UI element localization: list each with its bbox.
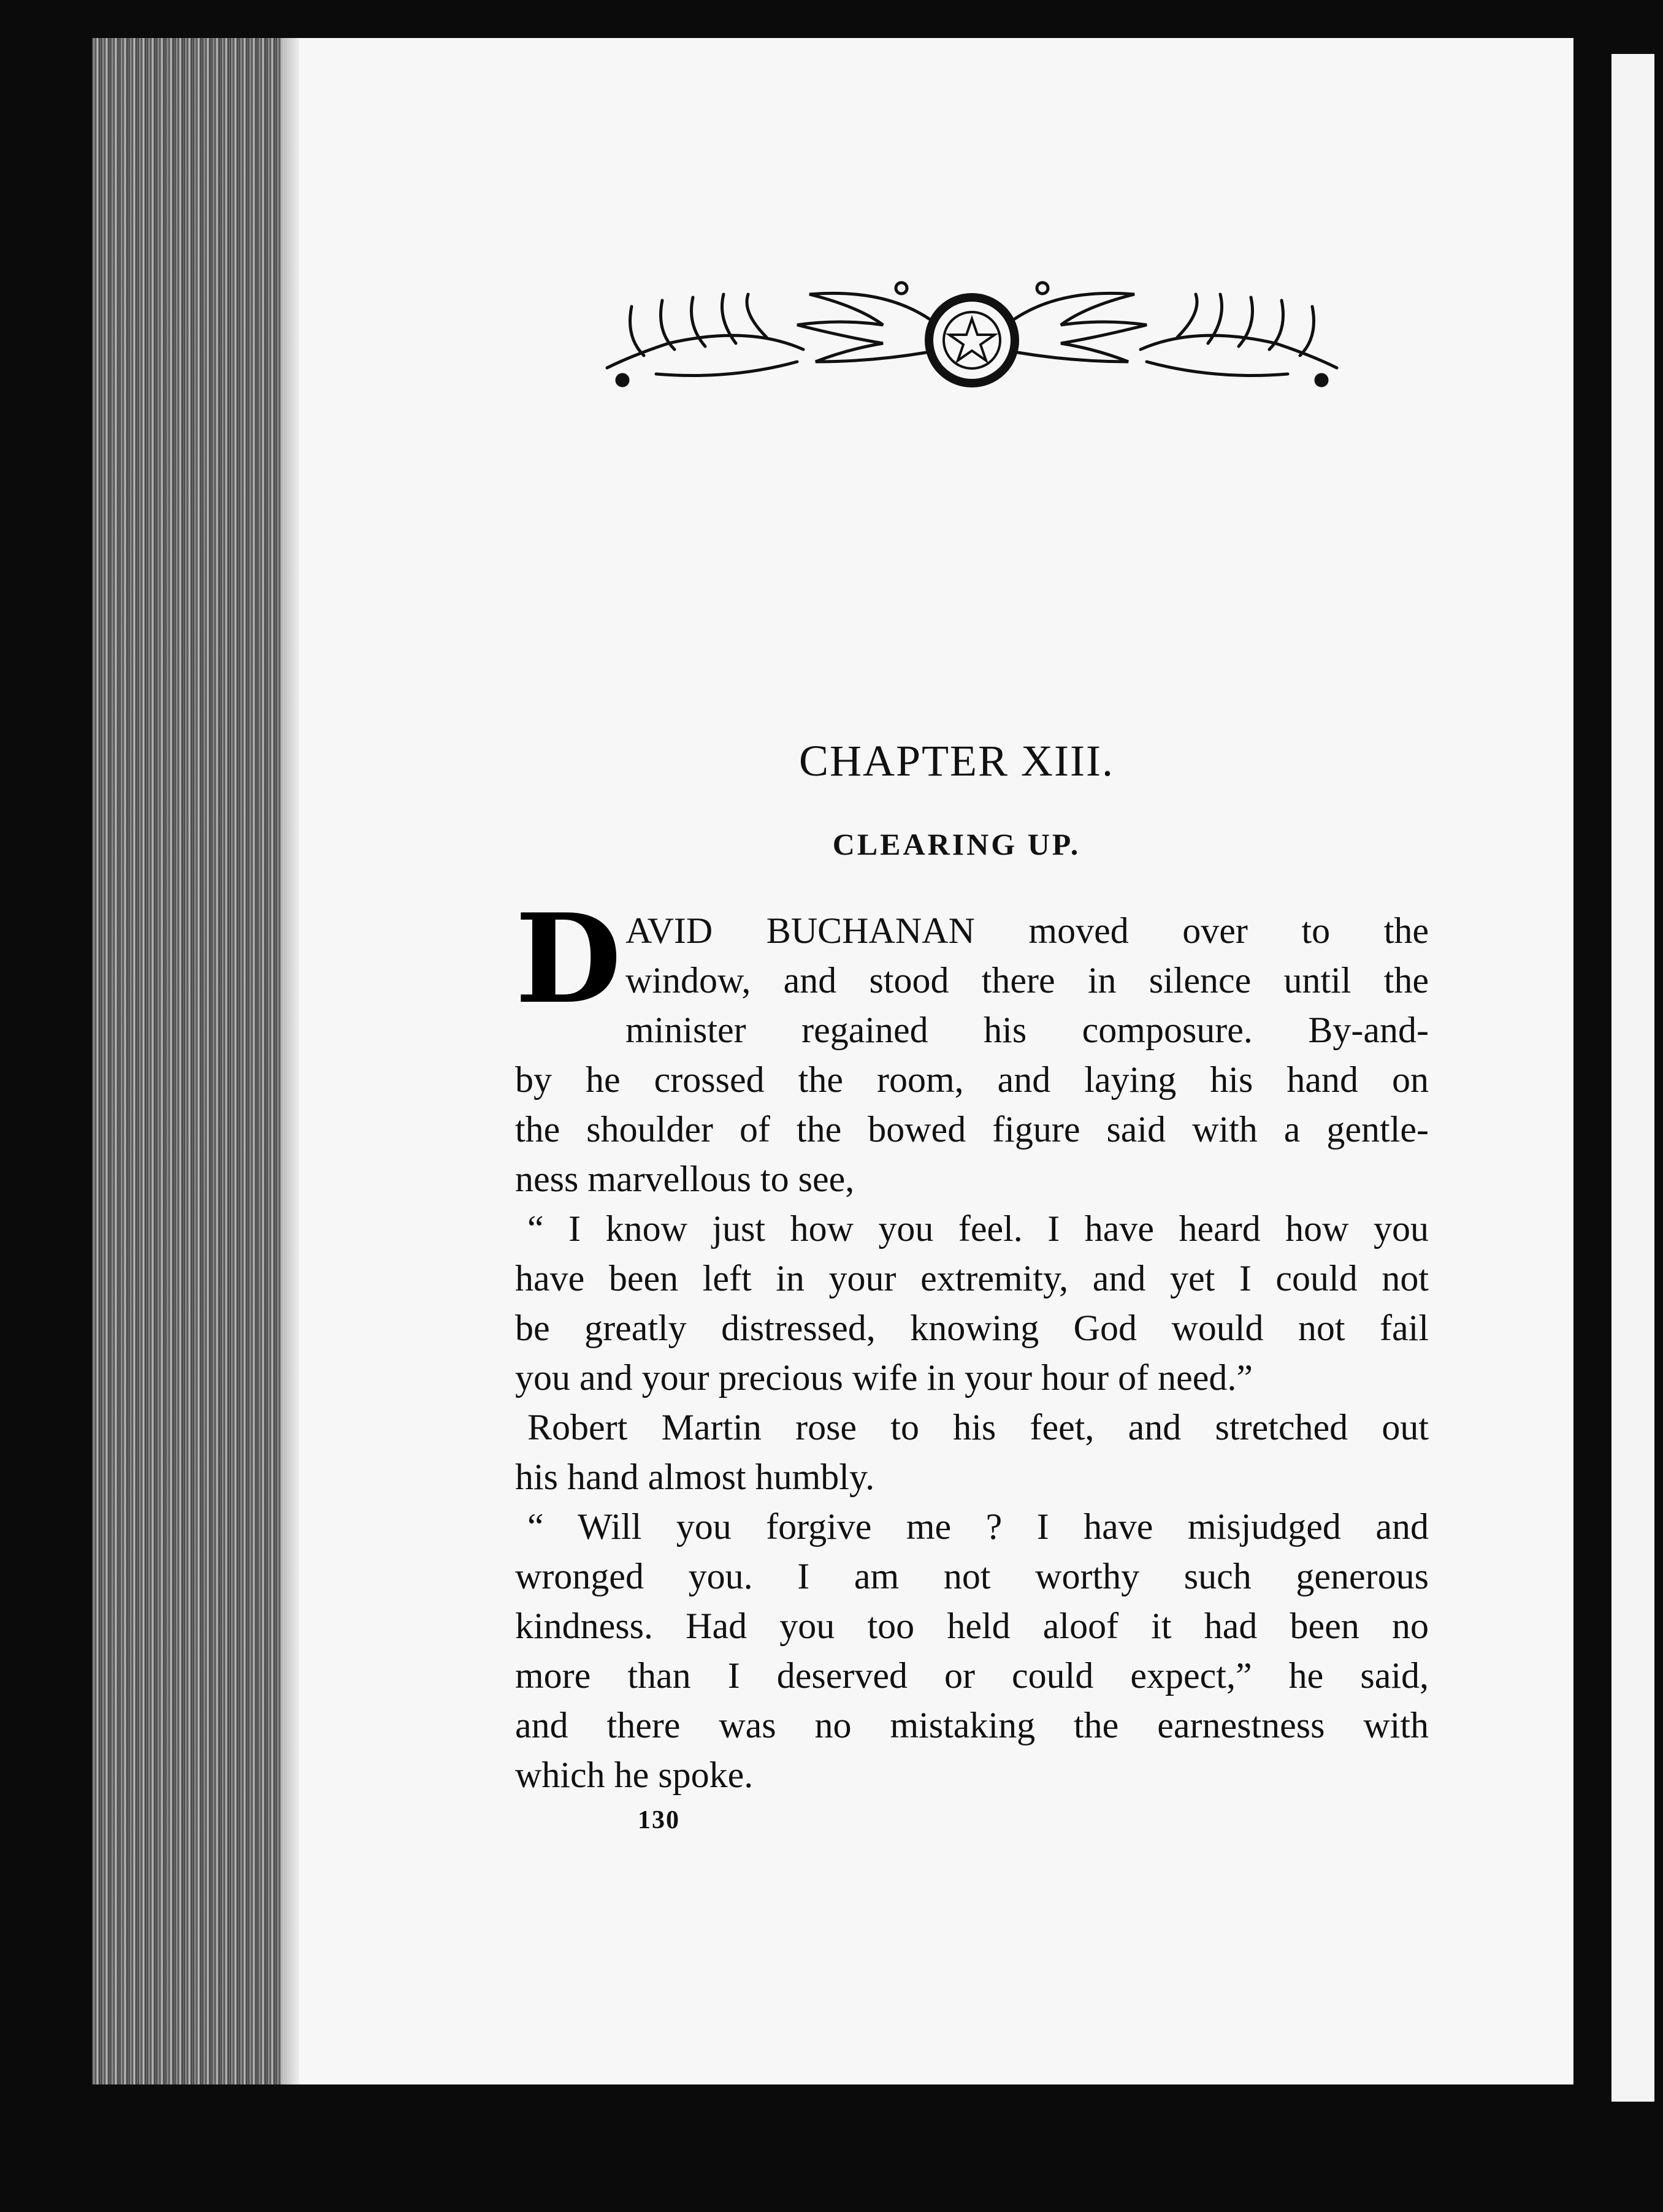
text-line: his hand almost humbly. (515, 1457, 875, 1497)
text-line: minister regained his composure. By-and- (625, 1010, 1429, 1050)
drop-cap-letter: D (515, 887, 622, 1031)
text-line: Robert Martin rose to his feet, and stretched out (527, 1407, 1429, 1447)
body-text (515, 1055, 1429, 1800)
text-line: and there was no mistaking the earnestness with (515, 1705, 1429, 1745)
text-line: AVID BUCHANAN moved over to the (625, 910, 1429, 951)
page-number: 130 (638, 1806, 680, 1834)
text-line: window, and stood there in silence until the (625, 960, 1429, 1001)
text-line: “ Will you forgive me ? I have misjudged and (527, 1506, 1429, 1547)
chapter-title: CHAPTER XIII. (799, 736, 1114, 785)
page-edges (92, 38, 289, 2084)
winged-wreath-star-ornament-icon (595, 276, 1349, 411)
text-line: “ I know just how you feel. I have heard how you (527, 1208, 1429, 1249)
text-line: ness marvellous to see, (515, 1159, 855, 1199)
text-line: be greatly distressed, knowing God would not fail (515, 1308, 1429, 1348)
first-paragraph-opening (515, 887, 1429, 1055)
facing-page-edge (1611, 54, 1654, 2102)
text-line: by he crossed the room, and laying his hand on (515, 1059, 1429, 1100)
book-gutter (282, 38, 300, 2084)
text-line: the shoulder of the bowed figure said with a gentle- (515, 1109, 1429, 1150)
text-line: kindness. Had you too held aloof it had been no (515, 1606, 1429, 1646)
text-line: have been left in your extremity, and yet I could not (515, 1258, 1429, 1299)
text-line: more than I deserved or could expect,” he said, (515, 1655, 1429, 1696)
chapter-subtitle: CLEARING UP. (832, 827, 1081, 861)
text-line: which he spoke. (515, 1755, 754, 1795)
text-line: you and your precious wife in your hour of need.” (515, 1357, 1253, 1398)
text-line: wronged you. I am not worthy such generous (515, 1556, 1429, 1596)
